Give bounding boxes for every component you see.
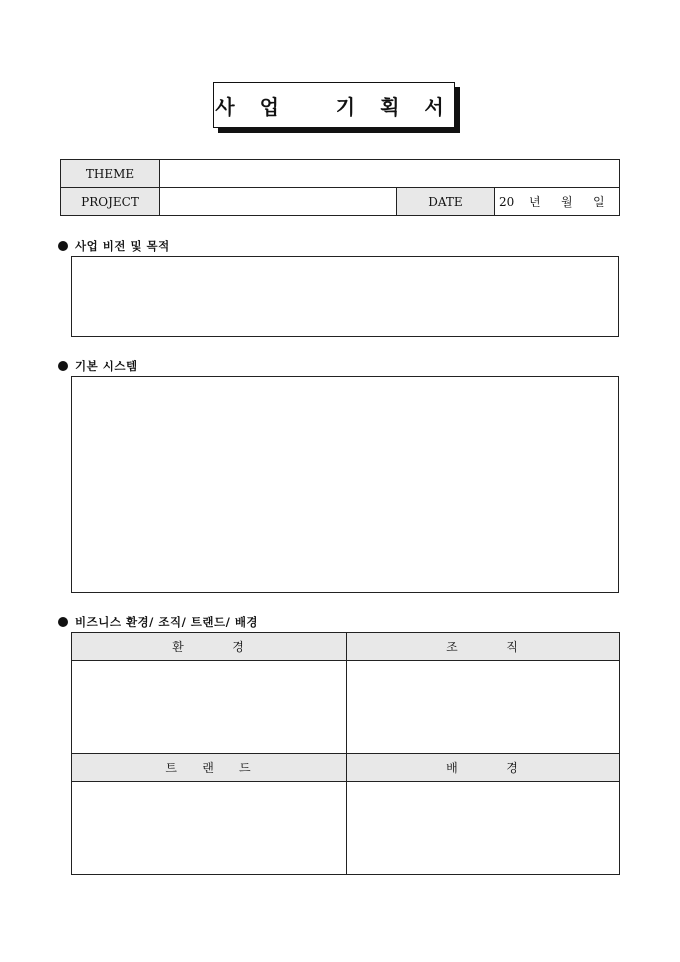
trend-header-text: 트 랜 드: [165, 761, 253, 775]
date-day-unit: 일: [593, 195, 605, 209]
trend-header: [72, 754, 347, 782]
system-section-title: [58, 358, 138, 374]
theme-field[interactable]: [160, 160, 620, 188]
theme-label: THEME: [61, 160, 160, 188]
bullet-icon: [58, 361, 68, 371]
grid-body-row: [72, 782, 620, 875]
vision-section-title: [58, 238, 170, 254]
document-title-text: 사 업 기 획 서: [215, 94, 453, 119]
business-grid: [71, 632, 620, 875]
project-field[interactable]: [160, 188, 397, 216]
environment-header: [72, 633, 347, 661]
date-month-unit: 월: [561, 195, 573, 209]
project-row: [61, 188, 620, 216]
background-header: [347, 754, 620, 782]
grid-body-row: [72, 661, 620, 754]
project-label: PROJECT: [61, 188, 160, 216]
business-section-title: [58, 614, 258, 630]
bullet-icon: [58, 241, 68, 251]
background-field[interactable]: [347, 782, 620, 875]
organization-header: [347, 633, 620, 661]
background-header-text: 배 경: [446, 761, 520, 775]
info-table: [60, 159, 620, 216]
date-field[interactable]: [495, 188, 620, 216]
date-year-unit: 년: [529, 195, 541, 209]
date-year-prefix: 20: [499, 195, 515, 209]
business-section-label: 비즈니스 환경/ 조직/ 트랜드/ 배경: [75, 615, 259, 629]
organization-field[interactable]: [347, 661, 620, 754]
document-title: [213, 82, 455, 128]
bullet-icon: [58, 617, 68, 627]
system-section-label: 기본 시스템: [75, 359, 138, 373]
environment-header-text: 환 경: [172, 640, 246, 654]
date-label: DATE: [397, 188, 495, 216]
theme-row: [61, 160, 620, 188]
vision-section-label: 사업 비전 및 목적: [75, 239, 170, 253]
grid-header-row: [72, 754, 620, 782]
vision-textbox[interactable]: [71, 256, 619, 337]
organization-header-text: 조 직: [446, 640, 520, 654]
trend-field[interactable]: [72, 782, 347, 875]
grid-header-row: [72, 633, 620, 661]
system-textbox[interactable]: [71, 376, 619, 593]
environment-field[interactable]: [72, 661, 347, 754]
